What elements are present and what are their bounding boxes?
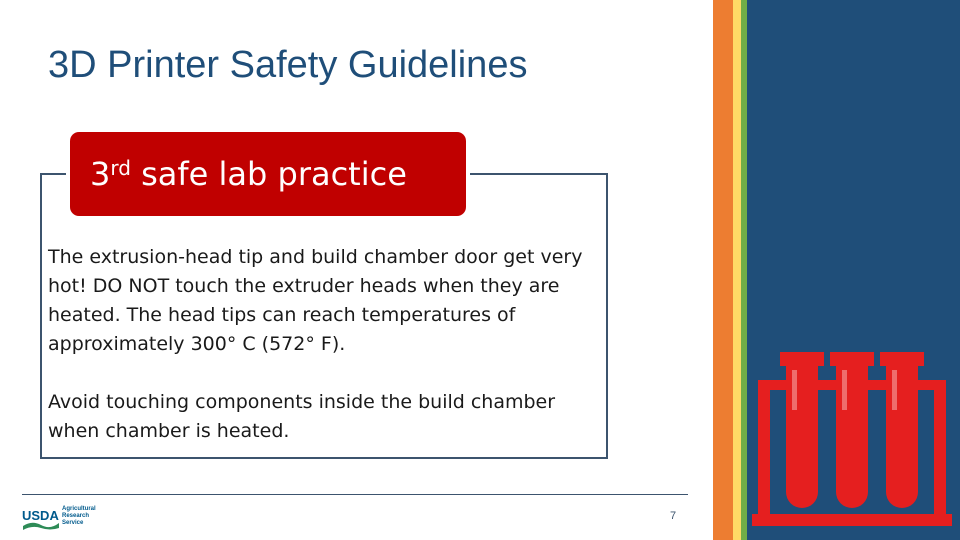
practice-badge	[70, 132, 466, 216]
paragraph-avoid-touching: Avoid touching components inside the build chamber when chamber is heated.	[48, 391, 556, 442]
body-text	[48, 243, 608, 475]
slide-title: 3D Printer Safety Guidelines	[48, 44, 528, 86]
slide-number: 7	[670, 510, 677, 522]
logo-line-2: Research	[62, 513, 90, 519]
logo-line-3: Service	[62, 520, 84, 526]
paragraph-hot-parts: The extrusion-head tip and build chamber door get very hot! DO NOT touch the extruder heads when they are heated. The head tips can reach temperatures of approximately 300° C (572° F).	[48, 246, 583, 355]
practice-number: 3	[90, 155, 111, 193]
footer-divider	[22, 494, 688, 495]
usda-ars-logo	[22, 506, 112, 532]
logo-subtitle	[62, 506, 96, 527]
accent-stripe-orange	[713, 0, 733, 540]
logo-line-1: Agricultural	[62, 506, 96, 512]
practice-heading	[90, 154, 407, 194]
test-tubes-rack-icon	[752, 350, 952, 528]
accent-stripe-yellow	[733, 0, 741, 540]
practice-suffix: rd	[110, 156, 131, 180]
logo-wordmark: USDA	[22, 508, 59, 523]
practice-label: safe lab practice	[141, 155, 407, 193]
